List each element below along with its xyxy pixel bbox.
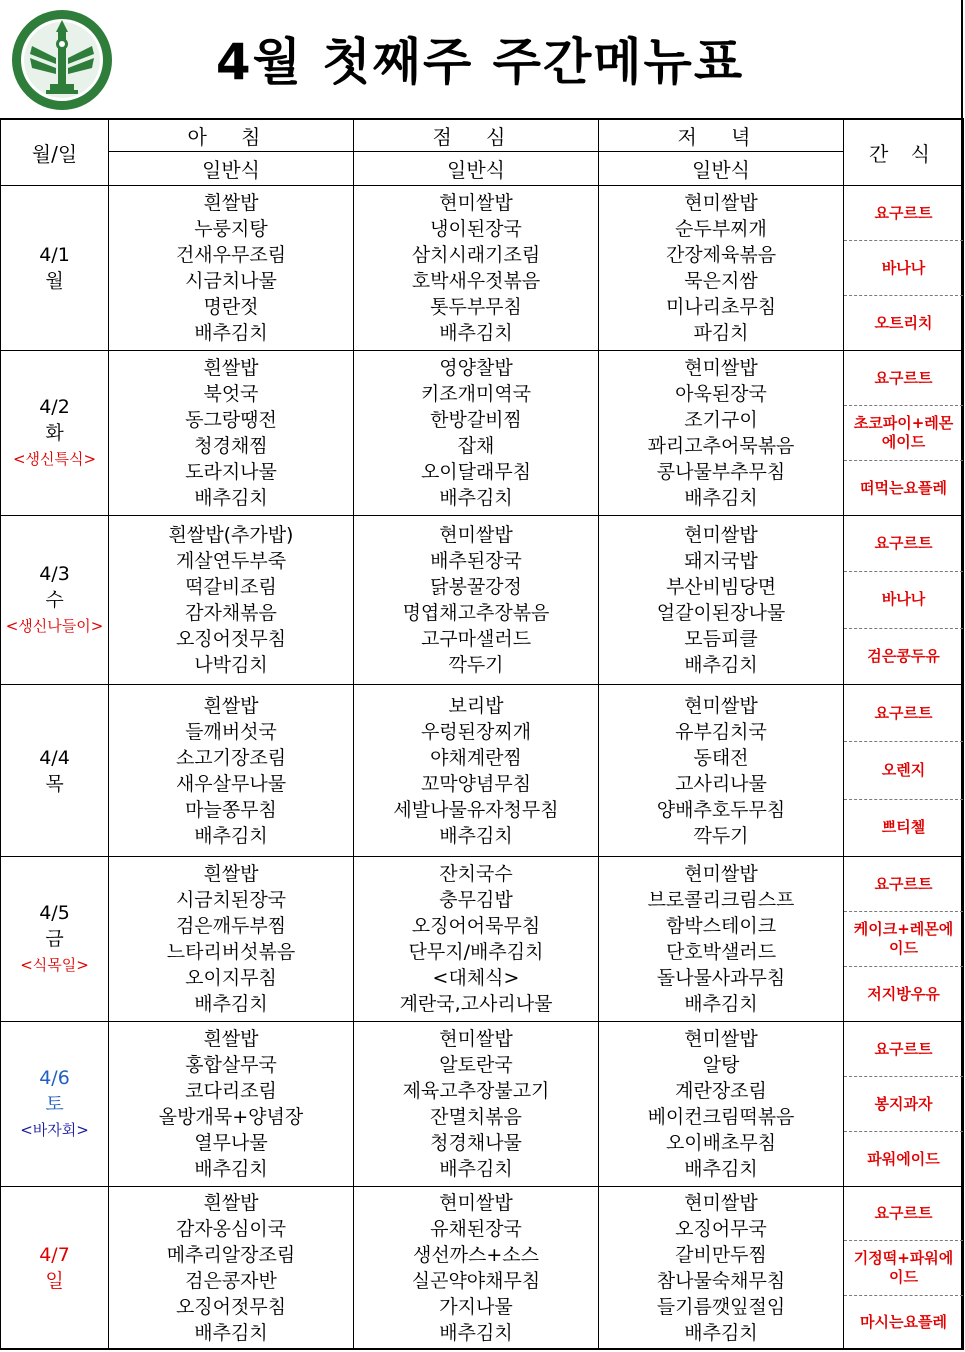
menu-item: 배추김치	[439, 1158, 513, 1180]
lunch-cell	[354, 516, 599, 685]
menu-item: 간장제육볶음	[665, 244, 777, 266]
day-row	[1, 1187, 964, 1350]
menu-item: 현미쌀밥	[684, 1192, 758, 1214]
snack-item: 떠먹는요플레	[860, 478, 947, 497]
menu-item: 검은깨두부찜	[175, 915, 287, 937]
menu-item: 흰쌀밥(추가밥)	[168, 524, 294, 546]
header-lunch: 점 심	[354, 119, 599, 152]
lunch-cell	[354, 1022, 599, 1187]
menu-item: 꼬막양념무침	[420, 772, 532, 795]
snack-item: 요구르트	[844, 857, 963, 912]
menu-item: 콩나물부추무침	[656, 461, 786, 483]
menu-item: 보리밥	[448, 694, 504, 717]
menu-item: 시금치된장국	[175, 889, 287, 911]
menu-item: 배추김치	[684, 993, 758, 1015]
menu-item: 마늘쫑무침	[185, 798, 277, 821]
menu-item: 떡갈비조림	[185, 576, 277, 598]
snack-item: 요구르트	[844, 516, 963, 572]
menu-item: 코다리조림	[185, 1080, 277, 1102]
menu-item: 배추김치	[439, 487, 513, 509]
day-row	[1, 351, 964, 516]
menu-item: 냉이된장국	[430, 218, 522, 240]
menu-item: 세발나물유자청무침	[393, 798, 559, 821]
menu-item: 배추김치	[194, 993, 268, 1015]
day-date-cell	[1, 186, 109, 351]
header-breakfast-type: 일반식	[109, 152, 354, 186]
menu-item: 배추김치	[194, 322, 268, 344]
menu-item: 현미쌀밥	[684, 694, 758, 717]
menu-item: 충무김밥	[439, 889, 513, 911]
day-event-note: <바자회>	[20, 1121, 89, 1139]
snack-item: 요구르트	[844, 685, 963, 742]
day-row	[1, 685, 964, 857]
snack-item: 오렌지	[844, 742, 963, 799]
menu-item: 오이지무침	[185, 967, 277, 989]
header-snack: 간 식	[844, 119, 964, 186]
day-date-cell	[1, 685, 109, 857]
menu-item: 오징어무국	[675, 1218, 767, 1240]
menu-item: 영양찰밥	[439, 357, 513, 379]
snack-cell	[844, 351, 964, 516]
day-date-cell	[1, 1187, 109, 1350]
menu-item: 현미쌀밥	[684, 524, 758, 546]
menu-item: 청경채찜	[194, 435, 268, 457]
menu-item: 열무나물	[194, 1132, 268, 1154]
menu-item: 삼치시래기조림	[411, 244, 541, 266]
breakfast-cell	[109, 186, 354, 351]
menu-item: 갈비만두찜	[675, 1244, 767, 1266]
menu-item: 묵은지쌈	[684, 270, 758, 292]
day-event-note: <생신특식>	[12, 450, 97, 468]
menu-item: 감자옹심이국	[175, 1218, 287, 1240]
menu-item: 현미쌀밥	[684, 863, 758, 885]
menu-item: 들깨버섯국	[185, 720, 277, 743]
day-date: 4/5	[39, 902, 70, 924]
menu-item: 흰쌀밥	[203, 192, 259, 214]
day-weekday: 화	[45, 422, 64, 444]
menu-item: 부산비빔당면	[665, 576, 777, 598]
lunch-cell	[354, 1187, 599, 1350]
menu-item: 키조개미역국	[420, 383, 532, 405]
snack-cell	[844, 857, 964, 1022]
menu-item: 고사리나물	[675, 772, 767, 795]
lunch-cell	[354, 351, 599, 516]
snack-item: 쁘티첼	[881, 818, 926, 837]
menu-item: 검은콩자반	[185, 1270, 277, 1292]
day-row	[1, 1022, 964, 1187]
menu-item: 명엽채고추장볶음	[402, 602, 550, 624]
lunch-cell	[354, 857, 599, 1022]
menu-item: 느타리버섯볶음	[166, 941, 296, 963]
menu-item: 흰쌀밥	[203, 1028, 259, 1050]
header-dinner: 저 녁	[599, 119, 844, 152]
breakfast-cell	[109, 685, 354, 857]
menu-item: 돌나물사과무침	[656, 967, 786, 989]
menu-item: 메추리알장조림	[166, 1244, 296, 1266]
institution-logo-icon	[10, 8, 114, 112]
menu-item: 배추김치	[439, 322, 513, 344]
snack-item: 요구르트	[844, 186, 963, 241]
menu-item: 게살연두부죽	[175, 550, 287, 572]
menu-item: 잡채	[457, 435, 495, 457]
day-date: 4/3	[39, 563, 70, 585]
day-row	[1, 857, 964, 1022]
menu-item: 모듬피클	[684, 628, 758, 650]
menu-item: 아욱된장국	[675, 383, 767, 405]
menu-item: 잔멸치볶음	[430, 1106, 522, 1128]
breakfast-cell	[109, 351, 354, 516]
breakfast-cell	[109, 516, 354, 685]
day-weekday: 수	[45, 589, 64, 611]
menu-item: 파김치	[693, 322, 749, 344]
menu-item: 조기구이	[684, 409, 758, 431]
header-breakfast: 아 침	[109, 119, 354, 152]
day-date-cell	[1, 516, 109, 685]
menu-item: 올방개묵+양념장	[158, 1106, 304, 1128]
menu-item: 현미쌀밥	[439, 524, 513, 546]
snack-item: 파워에이드	[867, 1149, 940, 1168]
day-date: 4/6	[39, 1067, 70, 1089]
dinner-cell	[599, 1187, 844, 1350]
menu-item: 유채된장국	[430, 1218, 522, 1240]
menu-item: 제육고추장불고기	[402, 1080, 550, 1102]
day-weekday: 금	[45, 928, 64, 950]
day-event-note: <식목일>	[20, 956, 89, 974]
menu-item: 톳두부무침	[430, 296, 522, 318]
snack-item: 케이크+레몬에이드	[844, 912, 963, 967]
menu-item: 누룽지탕	[194, 218, 268, 240]
dinner-cell	[599, 516, 844, 685]
menu-item: 오이달래무침	[420, 461, 532, 483]
dinner-cell	[599, 685, 844, 857]
menu-item: 잔치국수	[439, 863, 513, 885]
breakfast-cell	[109, 1187, 354, 1350]
menu-item: 생선까스+소스	[412, 1244, 540, 1266]
menu-item: 계란국,고사리나물	[399, 993, 553, 1015]
menu-item: 고구마샐러드	[420, 628, 532, 650]
snack-item: 봉지과자	[844, 1077, 963, 1132]
menu-item: 도라지나물	[185, 461, 277, 483]
menu-item: 한방갈비찜	[430, 409, 522, 431]
lunch-cell	[354, 186, 599, 351]
dinner-cell	[599, 186, 844, 351]
day-date: 4/4	[39, 746, 70, 769]
header-dinner-type: 일반식	[599, 152, 844, 186]
day-row	[1, 516, 964, 685]
menu-item: 현미쌀밥	[439, 1192, 513, 1214]
menu-item: <대체식>	[432, 967, 520, 989]
menu-item: 꽈리고추어묵볶음	[647, 435, 795, 457]
menu-item: 함박스테이크	[665, 915, 777, 937]
menu-item: 야채계란찜	[430, 746, 522, 769]
snack-item: 요구르트	[844, 351, 963, 406]
menu-item: 배추김치	[684, 1322, 758, 1344]
breakfast-cell	[109, 857, 354, 1022]
header-date: 월/일	[1, 119, 109, 186]
snack-item: 바나나	[844, 572, 963, 628]
menu-item: 들기름깻잎절임	[656, 1296, 786, 1318]
menu-item: 건새우무조림	[175, 244, 287, 266]
day-weekday: 월	[45, 270, 64, 292]
menu-item: 북엇국	[203, 383, 259, 405]
day-event-note: <생신나들이>	[5, 617, 104, 635]
menu-item: 현미쌀밥	[439, 192, 513, 214]
menu-item: 실곤약야채무침	[411, 1270, 541, 1292]
menu-item: 배추김치	[684, 654, 758, 676]
menu-item: 알탕	[702, 1054, 740, 1076]
menu-item: 가지나물	[439, 1296, 513, 1318]
day-weekday: 일	[45, 1270, 64, 1292]
menu-item: 배추된장국	[430, 550, 522, 572]
dinner-cell	[599, 857, 844, 1022]
menu-item: 현미쌀밥	[439, 1028, 513, 1050]
menu-item: 유부김치국	[675, 720, 767, 743]
day-weekday: 토	[45, 1093, 64, 1115]
menu-item: 미나리초무침	[665, 296, 777, 318]
menu-item: 배추김치	[194, 1158, 268, 1180]
menu-item: 시금치나물	[185, 270, 277, 292]
snack-item: 저지방우유	[867, 984, 940, 1003]
menu-item: 깍두기	[448, 654, 504, 676]
menu-item: 참나물숙채무침	[656, 1270, 786, 1292]
menu-item: 현미쌀밥	[684, 192, 758, 214]
snack-cell	[844, 1187, 964, 1350]
weekly-menu-table	[0, 118, 964, 1350]
menu-item: 배추김치	[439, 1322, 513, 1344]
menu-item: 양배추호두무침	[656, 798, 786, 821]
menu-item: 호박새우젓볶음	[411, 270, 541, 292]
snack-item: 바나나	[844, 241, 963, 296]
snack-item: 요구르트	[844, 1022, 963, 1077]
menu-item: 배추김치	[439, 824, 513, 847]
menu-item: 배추김치	[194, 487, 268, 509]
menu-item: 소고기장조림	[175, 746, 287, 769]
menu-item: 배추김치	[684, 1158, 758, 1180]
snack-cell	[844, 516, 964, 685]
menu-item: 오징어젓무침	[175, 628, 287, 650]
menu-item: 알토란국	[439, 1054, 513, 1076]
snack-item: 오트리치	[874, 313, 933, 332]
menu-item: 동태전	[693, 746, 749, 769]
day-date: 4/1	[39, 244, 70, 266]
menu-item: 단무지/배추김치	[408, 941, 544, 963]
snack-item: 초코파이+레몬에이드	[844, 406, 963, 461]
dinner-cell	[599, 1022, 844, 1187]
day-row	[1, 186, 964, 351]
menu-item: 명란젓	[203, 296, 259, 318]
snack-item: 검은콩두유	[867, 646, 940, 665]
menu-item: 감자채볶음	[185, 602, 277, 624]
lunch-cell	[354, 685, 599, 857]
menu-item: 흰쌀밥	[203, 694, 259, 717]
snack-cell	[844, 1022, 964, 1187]
menu-item: 단호박샐러드	[665, 941, 777, 963]
snack-cell	[844, 685, 964, 857]
menu-item: 오이배초무침	[665, 1132, 777, 1154]
menu-item: 배추김치	[194, 1322, 268, 1344]
day-date-cell	[1, 351, 109, 516]
menu-item: 계란장조림	[675, 1080, 767, 1102]
menu-item: 배추김치	[194, 824, 268, 847]
dinner-cell	[599, 351, 844, 516]
menu-item: 흰쌀밥	[203, 357, 259, 379]
snack-item: 기정떡+파워에이드	[844, 1241, 963, 1295]
menu-item: 순두부찌개	[675, 218, 767, 240]
menu-item: 오징어어묵무침	[411, 915, 541, 937]
page-title: 4월 첫째주 주간메뉴표	[215, 33, 745, 91]
menu-item: 깍두기	[693, 824, 749, 847]
day-date: 4/7	[39, 1244, 70, 1266]
menu-item: 얼갈이된장나물	[656, 602, 786, 624]
day-date-cell	[1, 1022, 109, 1187]
menu-item: 베이컨크림떡볶음	[647, 1106, 795, 1128]
snack-item: 마시는요플레	[860, 1312, 947, 1331]
menu-item: 현미쌀밥	[684, 1028, 758, 1050]
menu-item: 브로콜리크림스프	[647, 889, 795, 911]
menu-item: 나박김치	[194, 654, 268, 676]
menu-item: 홍합살무국	[185, 1054, 277, 1076]
menu-item: 동그랑땡전	[185, 409, 277, 431]
menu-item: 흰쌀밥	[203, 1192, 259, 1214]
snack-item: 요구르트	[844, 1187, 963, 1241]
menu-item: 닭봉꿀강정	[430, 576, 522, 598]
menu-item: 우렁된장찌개	[420, 720, 532, 743]
menu-item: 현미쌀밥	[684, 357, 758, 379]
breakfast-cell	[109, 1022, 354, 1187]
day-date: 4/2	[39, 396, 70, 418]
snack-cell	[844, 186, 964, 351]
menu-item: 청경채나물	[430, 1132, 522, 1154]
day-weekday: 목	[45, 772, 64, 795]
menu-item: 흰쌀밥	[203, 863, 259, 885]
menu-item: 돼지국밥	[684, 550, 758, 572]
menu-item: 오징어젓무침	[175, 1296, 287, 1318]
day-date-cell	[1, 857, 109, 1022]
menu-item: 배추김치	[684, 487, 758, 509]
menu-item: 새우살무나물	[175, 772, 287, 795]
header-lunch-type: 일반식	[354, 152, 599, 186]
